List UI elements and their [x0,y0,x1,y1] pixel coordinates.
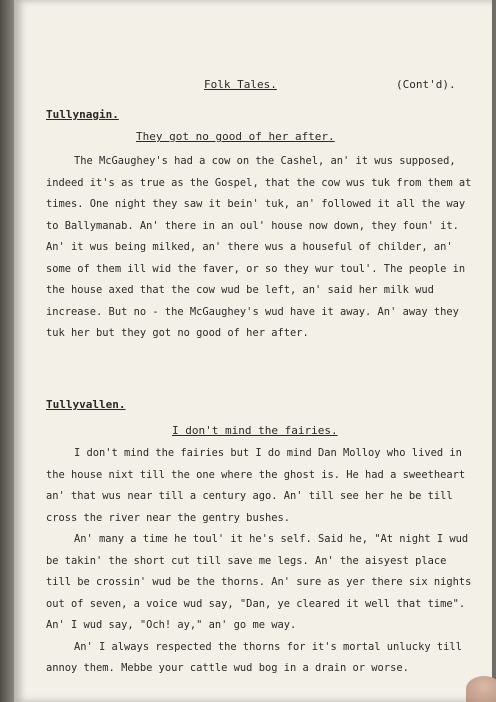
story-title-1: They got no good of her after. [136,130,335,143]
paragraph: An' I always respected the thorns for it's mortal unlucky till annoy them. Mebbe your cattle wud bog in a drain or worse. [46,640,462,674]
continued-note: (Cont'd). [396,78,456,91]
paragraph: I don't mind the fairies but I do mind Dan Molloy who lived in the house nixt till the one where the ghost is. He had a sweetheart an' that wus near till a century ago. An' till see her he be till cross the river near the gentry bushes. [46,447,466,524]
book-binding [0,0,14,702]
page-title: Folk Tales. [204,78,277,91]
story-1-body [46,151,476,345]
paragraph: The McGaughey's had a cow on the Cashel, an' it wus supposed, indeed it's as true as the Gospel, that the cow wus tuk from them at times. One night they saw it bein' tuk, an' followed it all the way to Ballymanab. An' there in an oul' house now down, they foun' it. An' it wus being milked, an' there wus a houseful of childer, an' some of them ill wid the faver, or so they wur toul'. The people in the house axed that the cow wud be left, an' said her milk wud increase. But no - the McGaughey's wud have it away. An' away they tuk her but they got no good of her after. [46,155,472,339]
story-title-2: I don't mind the fairies. [172,424,338,437]
paragraph: An' many a time he toul' it he's self. Said he, "At night I wud be takin' the short cut till save me legs. An' the aisyest place till be crossin' wud be the thorns. An' sure as yer there six nights out of seven, a voice wud say, "Dan, ye cleared it well that time". An' I wud say, "Och! ay," an' go me way. [46,533,472,631]
place-heading-1: Tullynagin. [46,108,119,121]
thumb [466,676,496,702]
story-2-body [46,443,476,680]
place-heading-2: Tullyvallen. [46,398,126,411]
document-page [14,0,492,702]
